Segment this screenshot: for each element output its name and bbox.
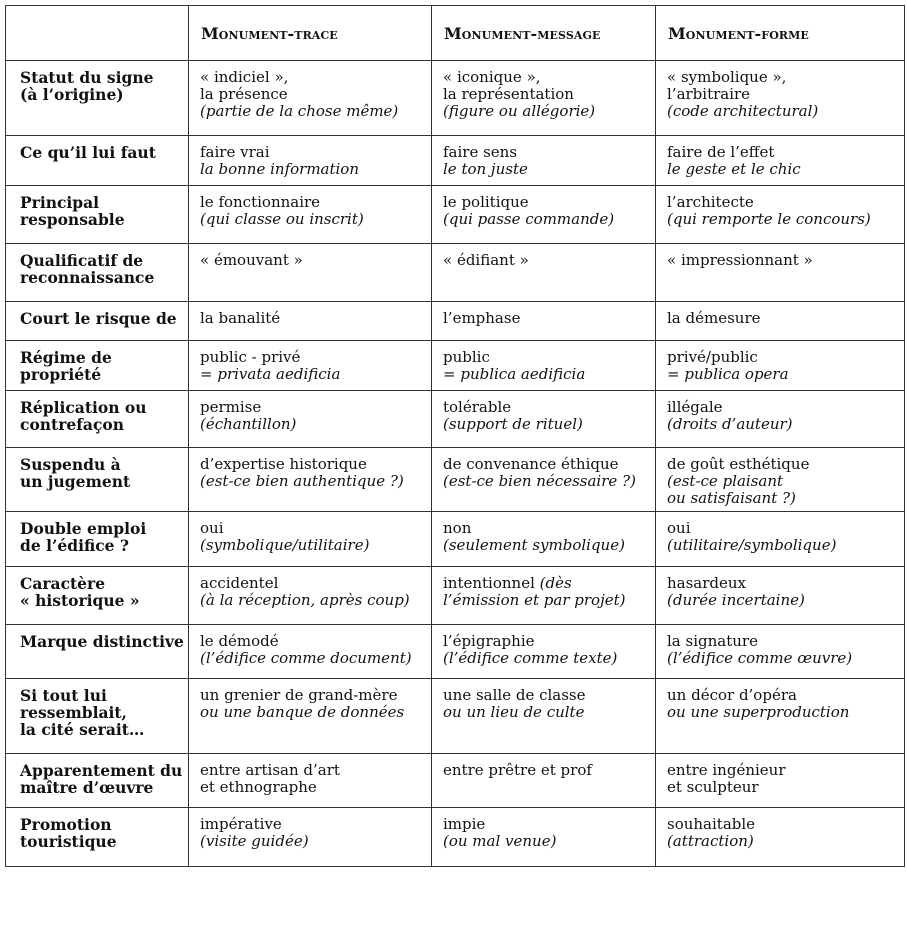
- row-label-line: Apparentement du: [20, 761, 183, 780]
- cell-line: « impressionnant »: [667, 251, 813, 269]
- cell-line: (symbolique/utilitaire): [200, 536, 370, 554]
- cell-line: ou un lieu de culte: [443, 703, 585, 721]
- cell-line: (visite guidée): [200, 832, 309, 850]
- cell-line: (partie de la chose même): [200, 102, 399, 120]
- row-label-line: la cité serait…: [20, 720, 145, 739]
- table-cell: [189, 391, 432, 448]
- row-label-line: « historique »: [20, 591, 140, 610]
- cell-line: impérative: [200, 815, 282, 833]
- cell-line: tolérable: [443, 398, 512, 416]
- table-cell: [656, 136, 905, 186]
- cell-line: la représentation: [443, 85, 574, 103]
- row-label: [6, 136, 189, 186]
- row-label-line: Marque distinctive: [20, 632, 184, 651]
- row-label: [6, 341, 189, 391]
- cell-line: le démodé: [200, 632, 279, 650]
- cell-line: souhaitable: [667, 815, 756, 833]
- table-cell: [189, 679, 432, 754]
- cell-line: hasardeux: [667, 574, 747, 592]
- cell-line: [443, 575, 651, 592]
- cell-line: (qui classe ou inscrit): [200, 210, 364, 228]
- table-row: [6, 302, 905, 341]
- row-label-line: maître d’œuvre: [20, 778, 154, 797]
- table-cell: [432, 186, 656, 244]
- cell-line: oui: [667, 519, 691, 537]
- table-cell: [656, 391, 905, 448]
- table-cell: [189, 136, 432, 186]
- table-cell: [189, 808, 432, 867]
- row-label-line: Ce qu’il lui faut: [20, 143, 156, 162]
- table-cell: [656, 448, 905, 512]
- col-header-message: Monument-message: [432, 6, 656, 61]
- cell-line: ou une banque de données: [200, 703, 405, 721]
- cell-line: de convenance éthique: [443, 455, 619, 473]
- table-cell: [189, 186, 432, 244]
- table-cell: [189, 512, 432, 567]
- cell-line: (est-ce bien authentique ?): [200, 472, 404, 490]
- cell-line: faire sens: [443, 143, 518, 161]
- cell-line: accidentel: [200, 574, 279, 592]
- cell-line: la bonne information: [200, 160, 360, 178]
- cell-line: faire de l’effet: [667, 143, 775, 161]
- cell-line: une salle de classe: [443, 686, 586, 704]
- cell-line: de goût esthétique: [667, 455, 810, 473]
- table-row: [6, 244, 905, 302]
- cell-text-plain: intentionnel: [443, 574, 540, 592]
- cell-line: (attraction): [667, 832, 754, 850]
- header-row: [6, 6, 905, 61]
- row-label-line: responsable: [20, 210, 125, 229]
- cell-line: (ou mal venue): [443, 832, 557, 850]
- table-cell: [656, 244, 905, 302]
- cell-line: (droits d’auteur): [667, 415, 793, 433]
- table-cell: [656, 341, 905, 391]
- cell-line: (à la réception, après coup): [200, 591, 410, 609]
- row-label: [6, 302, 189, 341]
- cell-line: un décor d’opéra: [667, 686, 797, 704]
- row-label-line: touristique: [20, 832, 117, 851]
- table-cell: [432, 136, 656, 186]
- cell-line: l’épigraphie: [443, 632, 535, 650]
- cell-line: public - privé: [200, 348, 301, 366]
- row-label-line: Court le risque de: [20, 309, 177, 328]
- table-cell: [189, 244, 432, 302]
- table-cell: [189, 625, 432, 679]
- table-cell: [656, 302, 905, 341]
- cell-line: « indiciel »,: [200, 68, 289, 86]
- row-label: [6, 512, 189, 567]
- row-label-line: Caractère: [20, 574, 106, 593]
- row-label-line: de l’édifice ?: [20, 536, 130, 555]
- cell-line: (l’édifice comme œuvre): [667, 649, 853, 667]
- table-cell: [656, 61, 905, 136]
- cell-line: le politique: [443, 193, 529, 211]
- cell-line: illégale: [667, 398, 723, 416]
- table-row: [6, 186, 905, 244]
- row-label: [6, 391, 189, 448]
- table-row: [6, 61, 905, 136]
- cell-line: oui: [200, 519, 224, 537]
- cell-line: (seulement symbolique): [443, 536, 625, 554]
- cell-line: (qui remporte le concours): [667, 210, 871, 228]
- cell-line: la présence: [200, 85, 288, 103]
- cell-line: (l’édifice comme texte): [443, 649, 618, 667]
- table-cell: [189, 448, 432, 512]
- cell-line: non: [443, 519, 472, 537]
- table-cell: [432, 754, 656, 808]
- cell-line: permise: [200, 398, 262, 416]
- row-label: [6, 679, 189, 754]
- table-cell: [432, 808, 656, 867]
- cell-line: l’architecte: [667, 193, 754, 211]
- row-label-line: ressemblait,: [20, 703, 127, 722]
- cell-text-italic: (dès: [539, 574, 572, 592]
- row-label-line: Régime de: [20, 348, 112, 367]
- corner-cell: [6, 6, 189, 61]
- col-header-forme: Monument-forme: [656, 6, 905, 61]
- row-label: [6, 808, 189, 867]
- cell-line: l’emphase: [443, 309, 521, 327]
- row-label-line: reconnaissance: [20, 268, 155, 287]
- table-row: [6, 341, 905, 391]
- table-cell: [432, 244, 656, 302]
- table-cell: [189, 567, 432, 625]
- table-cell: [432, 512, 656, 567]
- cell-line: entre artisan d’art: [200, 761, 340, 779]
- row-label-line: propriété: [20, 365, 102, 384]
- row-label-line: Réplication ou: [20, 398, 147, 417]
- row-label: [6, 567, 189, 625]
- table-row: [6, 567, 905, 625]
- cell-line: « émouvant »: [200, 251, 303, 269]
- cell-line: le fonctionnaire: [200, 193, 321, 211]
- table-cell: [189, 302, 432, 341]
- cell-line: (support de rituel): [443, 415, 583, 433]
- table-row: [6, 808, 905, 867]
- table-cell: [432, 302, 656, 341]
- table-cell: [656, 625, 905, 679]
- cell-line: (échantillon): [200, 415, 297, 433]
- cell-line: (code architectural): [667, 102, 819, 120]
- cell-line: l’arbitraire: [667, 85, 751, 103]
- cell-line: un grenier de grand-mère: [200, 686, 398, 704]
- table-cell: [656, 186, 905, 244]
- cell-line: impie: [443, 815, 486, 833]
- table-row: [6, 448, 905, 512]
- cell-line: ou une superproduction: [667, 703, 850, 721]
- cell-line: et ethnographe: [200, 778, 317, 796]
- table-cell: [189, 61, 432, 136]
- table-cell: [432, 391, 656, 448]
- col-header-trace: Monument-trace: [189, 6, 432, 61]
- cell-line: entre ingénieur: [667, 761, 786, 779]
- cell-line: (est-ce plaisant: [667, 472, 784, 490]
- cell-line: la signature: [667, 632, 758, 650]
- cell-line: « symbolique »,: [667, 68, 787, 86]
- table-row: [6, 679, 905, 754]
- cell-line: la banalité: [200, 309, 281, 327]
- cell-line: (durée incertaine): [667, 591, 805, 609]
- row-label: [6, 186, 189, 244]
- table-cell: [432, 61, 656, 136]
- table-cell: [656, 512, 905, 567]
- cell-line: « iconique »,: [443, 68, 541, 86]
- cell-line: (utilitaire/symbolique): [667, 536, 837, 554]
- cell-line: privé/public: [667, 348, 758, 366]
- cell-line: (qui passe commande): [443, 210, 615, 228]
- cell-line: l’émission et par projet): [443, 591, 626, 609]
- table-row: [6, 136, 905, 186]
- cell-line: ou satisfaisant ?): [667, 489, 796, 507]
- row-label-line: contrefaçon: [20, 415, 124, 434]
- row-label: [6, 244, 189, 302]
- cell-line: (est-ce bien nécessaire ?): [443, 472, 636, 490]
- table-cell: [656, 679, 905, 754]
- table-row: [6, 512, 905, 567]
- table-cell: [432, 625, 656, 679]
- cell-line: = publica opera: [667, 365, 789, 383]
- table-cell: [189, 754, 432, 808]
- cell-line: = privata aedificia: [200, 365, 341, 383]
- table-body: [6, 61, 905, 867]
- table-row: [6, 625, 905, 679]
- row-label-line: Si tout lui: [20, 686, 107, 705]
- cell-line: la démesure: [667, 309, 761, 327]
- cell-line: = publica aedificia: [443, 365, 586, 383]
- cell-line: « édifiant »: [443, 251, 529, 269]
- row-label-line: Double emploi: [20, 519, 147, 538]
- cell-line: (figure ou allégorie): [443, 102, 596, 120]
- row-label-line: Qualificatif de: [20, 251, 144, 270]
- cell-line: et sculpteur: [667, 778, 759, 796]
- table-cell: [432, 567, 656, 625]
- table-row: [6, 754, 905, 808]
- row-label: [6, 625, 189, 679]
- row-label: [6, 754, 189, 808]
- cell-line: d’expertise historique: [200, 455, 367, 473]
- row-label-line: Statut du signe: [20, 68, 154, 87]
- cell-line: entre prêtre et prof: [443, 761, 592, 779]
- table-cell: [656, 808, 905, 867]
- row-label-line: Suspendu à: [20, 455, 121, 474]
- table-cell: [656, 754, 905, 808]
- row-label: [6, 448, 189, 512]
- table-cell: [432, 679, 656, 754]
- cell-line: faire vrai: [200, 143, 270, 161]
- table-cell: [656, 567, 905, 625]
- row-label-line: (à l’origine): [20, 85, 124, 104]
- table-cell: [432, 448, 656, 512]
- row-label-line: Promotion: [20, 815, 112, 834]
- cell-line: le ton juste: [443, 160, 528, 178]
- table-cell: [189, 341, 432, 391]
- table-cell: [432, 341, 656, 391]
- row-label: [6, 61, 189, 136]
- row-label-line: un jugement: [20, 472, 131, 491]
- row-label-line: Principal: [20, 193, 100, 212]
- cell-line: public: [443, 348, 490, 366]
- cell-line: (l’édifice comme document): [200, 649, 412, 667]
- comparison-table: [5, 5, 905, 867]
- cell-line: le geste et le chic: [667, 160, 801, 178]
- table-row: [6, 391, 905, 448]
